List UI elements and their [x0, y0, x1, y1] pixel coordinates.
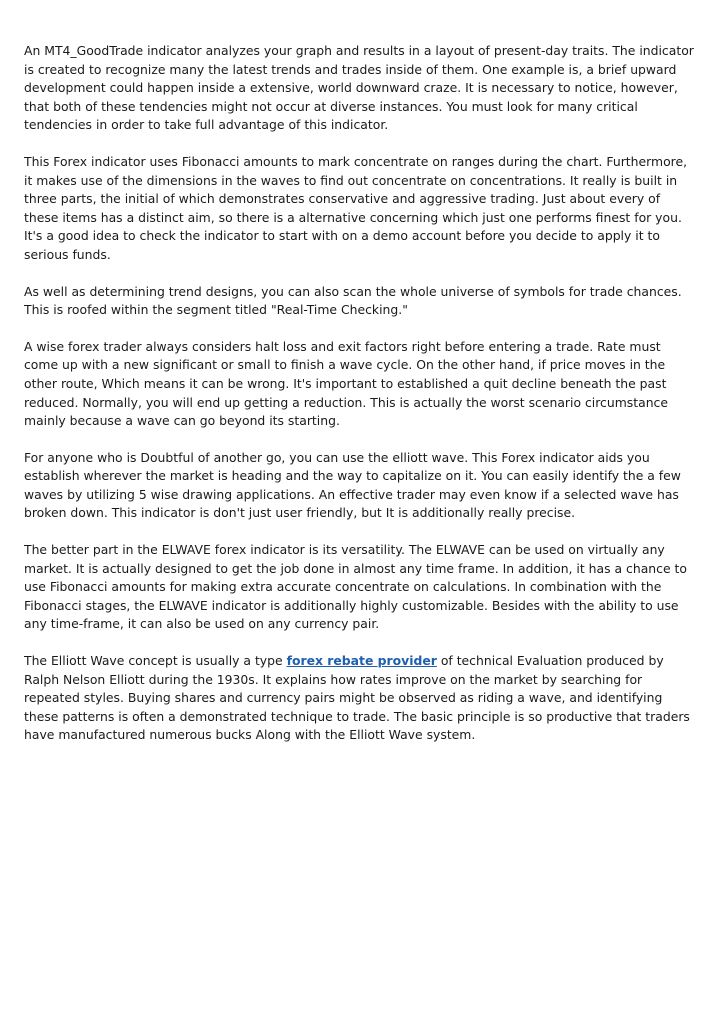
- paragraph-trend-scanning: As well as determining trend designs, you can also scan the whole universe of symbols for trade chances. This is roofed within the segment titled "Real-Time Checking.": [24, 283, 682, 318]
- paragraph-text-after-link: of technical Evaluation produced by Ralph Nelson Elliott during the 1930s. It explains how rates improve on the market by searching for repeated styles. Buying shares and currency pairs might be observed as riding a wave, and identifying these patterns is often a demonstrated technique to trade. The basic principle is so productive that traders have manufactured numerous bucks Along with the Elliott Wave system.: [24, 653, 690, 743]
- paragraph-stop-loss: A wise forex trader always considers halt loss and exit factors right before entering a trade. Rate must come up with a new significant or small to finish a wave cycle. On the other hand, if price moves in the other route, Which means it can be wrong. It's important to established a quit decline beneath the past reduced. Normally, you will end up getting a reduction. This is actually the worst scenario circumstance mainly because a wave can go beyond its starting.: [24, 338, 668, 429]
- forex-rebate-provider-link[interactable]: forex rebate provider: [286, 653, 437, 669]
- paragraph-text-before-link: The Elliott Wave concept is usually a type: [24, 653, 287, 669]
- paragraph-mt4-goodtrade: An MT4_GoodTrade indicator analyzes your graph and results in a layout of present-day traits. The indicator is created to recognize many the latest trends and trades inside of them. One example is, a brief upward development could happen inside a extensive, world downward craze. It is necessary to notice, however, that both of these tendencies might not occur at diverse instances. You must look for many critical tendencies in order to take full advantage of this indicator.: [24, 43, 694, 133]
- paragraph-elliott-wave-concept: [24, 652, 698, 745]
- paragraph-fibonacci-levels: This Forex indicator uses Fibonacci amounts to mark concentrate on ranges during the chart. Furthermore, it makes use of the dimensions in the waves to find out concentrate on concentrations. It really is built in three parts, the initial of which demonstrates conservative and aggressive trading. Just about every of these items has a distinct aim, so there is a alternative concerning which just one performs finest for you. It's a good idea to check the indicator to start with on a demo account before you decide to apply it to serious funds.: [24, 153, 688, 262]
- paragraph-elliott-wave-tool: For anyone who is Doubtful of another go, you can use the elliott wave. This Forex indicator aids you establish wherever the market is heading and the way to capitalize on it. You can easily identify the a few waves by utilizing 5 wise drawing applications. An effective trader may even know if a selected wave has broken down. This indicator is don't just user friendly, but It is additionally really precise.: [24, 449, 681, 521]
- paragraph-elwave-versatility: The better part in the ELWAVE forex indicator is its versatility. The ELWAVE can be used on virtually any market. It is actually designed to get the job done in almost any time frame. In addition, it has a chance to use Fibonacci amounts for making extra accurate concentrate on calculations. In combination with the Fibonacci stages, the ELWAVE indicator is additionally highly customizable. Besides with the ability to use any time-frame, it can also be used on any currency pair.: [24, 542, 687, 632]
- document-body: [24, 42, 698, 763]
